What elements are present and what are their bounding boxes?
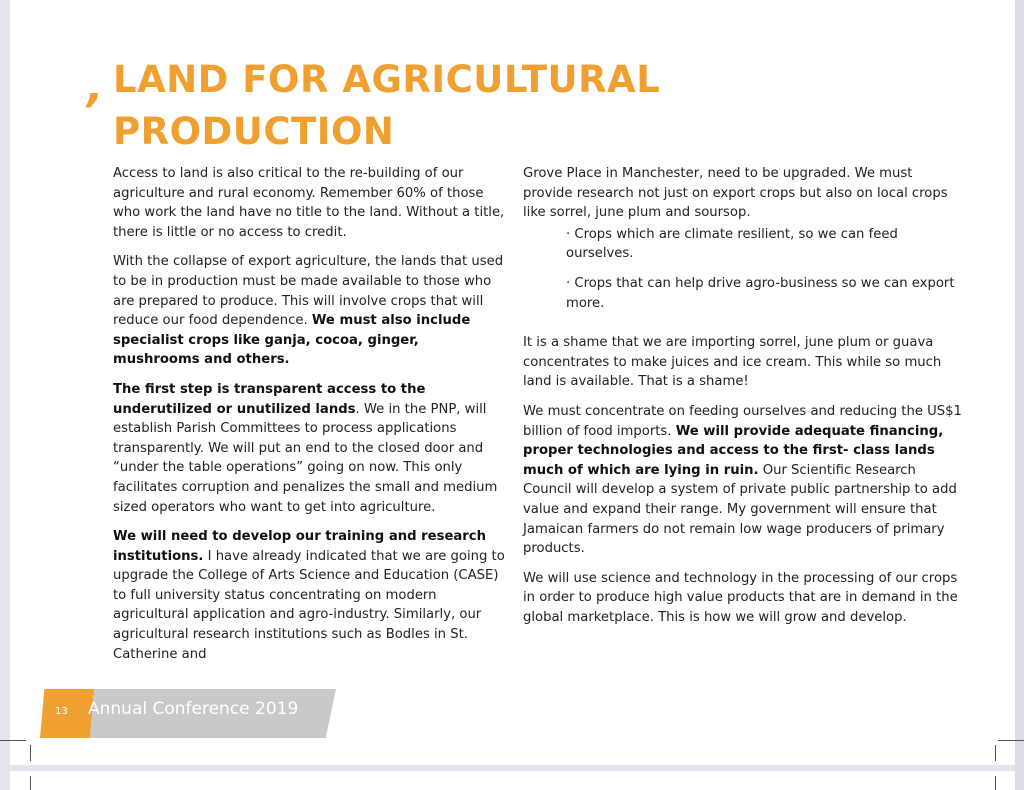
page-edge <box>1015 0 1024 790</box>
paragraph-text: It is a shame that we are importing sorrel, june plum or guava concentrates to make juices and ice cream. This while so much land is available. That is a shame! <box>523 335 942 390</box>
crop-mark <box>30 776 31 790</box>
paragraph <box>523 569 963 628</box>
paragraph <box>523 333 963 392</box>
paragraph-text: With the collapse of export agriculture, the lands that used to be in production must be made available to those who are prepared to produce. This will involve crops that will reduce our food dependence. <box>113 254 504 329</box>
crop-mark <box>30 745 31 761</box>
title-accent-mark: ’ <box>82 84 100 138</box>
paragraph <box>523 402 963 559</box>
page-title <box>113 54 733 158</box>
paragraph-bold: We must also include specialist crops like ganja, cocoa, ginger, mushrooms and others. <box>113 313 471 368</box>
bullet-item: · Crops which are climate resilient, so we can feed ourselves. <box>566 226 898 262</box>
paragraph <box>523 164 963 223</box>
next-page-preview <box>10 771 1015 790</box>
crop-mark <box>998 740 1024 741</box>
crop-mark <box>995 776 996 790</box>
crop-mark <box>0 740 26 741</box>
page-number: 13 <box>55 706 68 717</box>
paragraph-text: Our Scientific Research Council will develop a system of private public partnership to add value and expand their range. My government will ensure that Jamaican farmers do not remain low wage producers of primary products. <box>523 462 957 557</box>
paragraph-bold: We will need to develop our training and research institutions. <box>113 529 487 564</box>
paragraph-text: We will use science and technology in the processing of our crops in order to produce high value products that are in demand in the global marketplace. This is how we will grow and develop. <box>523 570 958 625</box>
paragraph <box>113 164 508 242</box>
left-column <box>113 164 508 674</box>
right-column <box>523 164 963 637</box>
paragraph-text: . We in the PNP, will establish Parish Committees to process applications transparently. We will put an end to the closed door and “under the table operations” going on now. This only facilitates corruption and penalizes the small and medium sized operators who want to get into agriculture. <box>113 401 498 515</box>
conference-label: Annual Conference 2019 <box>88 699 299 719</box>
paragraph <box>113 252 508 370</box>
paragraph-bold: We will provide adequate financing, proper technologies and access to the first- class lands much of which are lying in ruin. <box>523 423 944 478</box>
paragraph-bold: The first step is transparent access to the underutilized or unutilized lands <box>113 381 426 417</box>
paragraph-text: We must concentrate on feeding ourselves and reducing the US$1 billion of food imports. <box>523 403 962 439</box>
bullet-item: · Crops that can help drive agro-business so we can export more. <box>566 275 955 311</box>
paragraph-text: I have already indicated that we are going to upgrade the College of Arts Science and Education (CASE) to full university status concentrating on modern agricultural application and agro-industry. Similarly, our agricultural research institutions such as Bodles in St. Catherine and <box>113 548 505 662</box>
title-text: LAND FOR AGRICULTURAL PRODUCTION <box>113 58 661 153</box>
crop-mark <box>995 745 996 761</box>
paragraph <box>113 380 508 517</box>
paragraph <box>113 527 508 664</box>
paragraph-text: Access to land is also critical to the re-building of our agriculture and rural economy. Remember 60% of those who work the land have no title to the land. Without a title, there is little or no access to credit. <box>113 166 505 240</box>
paragraph-text: Grove Place in Manchester, need to be upgraded. We must provide research not just on export crops but also on local crops like sorrel, june plum and soursop. <box>523 166 948 221</box>
